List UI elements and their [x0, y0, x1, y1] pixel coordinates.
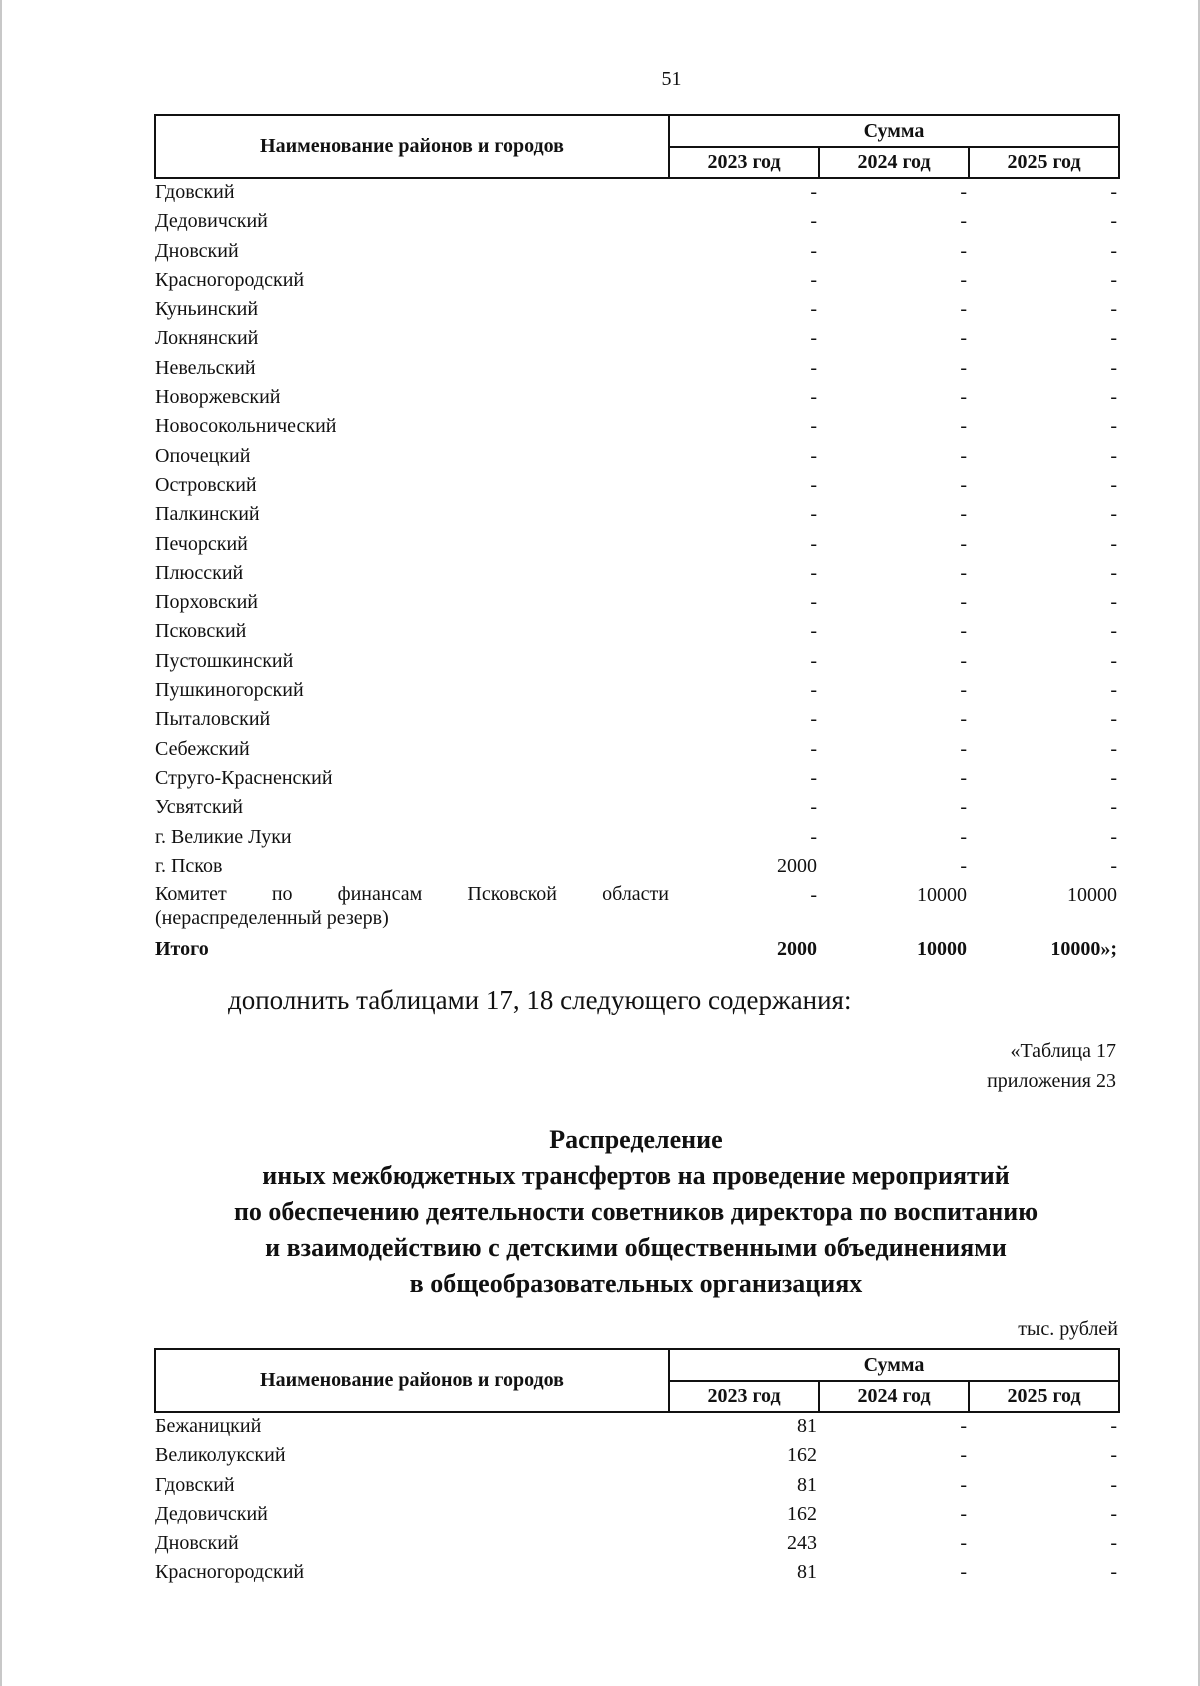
- value-cell-2023: 243: [787, 1532, 817, 1555]
- table-row: [155, 238, 1119, 267]
- table-row: [155, 1442, 1119, 1471]
- value-cell-2024: 10000: [917, 884, 967, 907]
- district-name-cell: Красногородский: [155, 1561, 305, 1584]
- value-cell-2023: -: [810, 444, 817, 467]
- district-name-cell: Струго-Красненский: [155, 766, 333, 789]
- district-name-cell: Комитет по финансам Псковской области (нераспределенный резерв): [155, 883, 669, 930]
- district-table-b: [154, 1348, 1120, 1589]
- table-row: [155, 355, 1119, 384]
- value-cell-2023: -: [810, 415, 817, 438]
- value-cell-2023: -: [810, 766, 817, 789]
- value-cell-2025: -: [1110, 181, 1118, 203]
- name-column-header: Наименование районов и городов: [155, 115, 669, 178]
- table-row: [155, 560, 1119, 589]
- district-name-cell: Гдовский: [155, 1473, 235, 1496]
- value-cell-2024: -: [960, 268, 967, 291]
- value-cell-2024: -: [960, 825, 967, 848]
- district-name-cell: Локнянский: [155, 327, 259, 350]
- value-cell-2025: -: [1110, 473, 1118, 496]
- value-cell-2025: 10000»;: [1050, 938, 1118, 961]
- table-row: [155, 325, 1119, 354]
- value-cell-2025: -: [1110, 1473, 1118, 1496]
- table-row: [155, 267, 1119, 296]
- value-cell-2024: -: [960, 561, 967, 584]
- district-name-cell: Невельский: [155, 356, 256, 379]
- intro-text: дополнить таблицами 17, 18 следующего содержания:: [228, 985, 852, 1015]
- table-row: [155, 413, 1119, 442]
- district-name-cell: Усвятский: [155, 796, 243, 819]
- table-row: [155, 765, 1119, 794]
- district-name-cell: Опочецкий: [155, 444, 251, 467]
- district-name-cell: Дедовичский: [155, 1502, 268, 1525]
- value-cell-2025: -: [1110, 708, 1118, 731]
- value-cell-2024: -: [960, 239, 967, 262]
- table-row: [155, 618, 1119, 647]
- value-cell-2025: -: [1110, 591, 1118, 614]
- table-row: [155, 1559, 1119, 1588]
- value-cell-2024: -: [960, 1561, 967, 1584]
- value-cell-2023: -: [810, 327, 817, 350]
- table-row: [155, 706, 1119, 735]
- value-cell-2024: -: [960, 415, 967, 438]
- value-cell-2024: -: [960, 1415, 967, 1437]
- value-cell-2024: -: [960, 1473, 967, 1496]
- unit-label: тыс. рублей: [1018, 1318, 1118, 1340]
- district-name-cell: Порховский: [155, 591, 259, 614]
- value-cell-2023: -: [810, 591, 817, 614]
- table-b-body: [155, 1412, 1119, 1589]
- value-cell-2025: -: [1110, 415, 1118, 438]
- district-name-cell: Островский: [155, 473, 257, 496]
- table-row: [155, 824, 1119, 853]
- district-name-cell: Куньинский: [155, 298, 259, 321]
- value-cell-2025: -: [1110, 825, 1118, 848]
- value-cell-2025: -: [1110, 268, 1118, 291]
- year-header-2024: 2024 год: [819, 1381, 969, 1412]
- table-row: [155, 1501, 1119, 1530]
- year-header-2024: 2024 год: [819, 147, 969, 178]
- value-cell-2023: -: [810, 679, 817, 702]
- value-cell-2025: -: [1110, 766, 1118, 789]
- value-cell-2025: -: [1110, 386, 1118, 409]
- table-row: [155, 1472, 1119, 1501]
- value-cell-2023: -: [810, 796, 817, 819]
- value-cell-2025: -: [1110, 532, 1118, 555]
- value-cell-2023: -: [810, 620, 817, 643]
- value-cell-2025: -: [1110, 620, 1118, 643]
- table-row: [155, 531, 1119, 560]
- value-cell-2023: -: [810, 649, 817, 672]
- district-name-cell: Великолукский: [155, 1444, 286, 1467]
- value-cell-2023: -: [810, 386, 817, 409]
- table-row: [155, 178, 1119, 208]
- value-cell-2024: -: [960, 356, 967, 379]
- value-cell-2023: 81: [797, 1415, 817, 1437]
- value-cell-2025: -: [1110, 649, 1118, 672]
- year-header-2023: 2023 год: [669, 1381, 819, 1412]
- page-number: 51: [661, 68, 682, 90]
- value-cell-2025: -: [1110, 854, 1118, 877]
- value-cell-2023: -: [810, 825, 817, 848]
- value-cell-2023: -: [810, 473, 817, 496]
- value-cell-2024: -: [960, 327, 967, 350]
- district-name-cell: Пушкиногорский: [155, 679, 304, 702]
- table-row: [155, 208, 1119, 237]
- value-cell-2025: -: [1110, 356, 1118, 379]
- table-row: [155, 501, 1119, 530]
- value-cell-2024: -: [960, 503, 967, 526]
- value-cell-2023: 162: [787, 1502, 817, 1525]
- district-name-cell: Красногородский: [155, 268, 305, 291]
- table-row: [155, 882, 1119, 936]
- value-cell-2024: -: [960, 210, 967, 233]
- table-ref-line1: «Таблица 17: [1010, 1040, 1116, 1062]
- value-cell-2025: -: [1110, 1502, 1118, 1525]
- heading-line: и взаимодействию с детскими общественными объединениями: [265, 1233, 1007, 1262]
- district-name-cell: Новоржевский: [155, 386, 281, 409]
- value-cell-2023: -: [810, 356, 817, 379]
- district-name-cell: Палкинский: [155, 503, 260, 526]
- heading-line: Распределение: [549, 1125, 723, 1154]
- value-cell-2023: -: [810, 181, 817, 203]
- district-name-cell: Гдовский: [155, 181, 235, 203]
- value-cell-2024: -: [960, 620, 967, 643]
- district-name-cell: Дновский: [155, 1532, 239, 1555]
- district-name-cell: Дновский: [155, 239, 239, 262]
- value-cell-2023: 81: [797, 1473, 817, 1496]
- value-cell-2025: -: [1110, 503, 1118, 526]
- table-row: [155, 589, 1119, 618]
- value-cell-2024: -: [960, 737, 967, 760]
- table-row: [155, 677, 1119, 706]
- district-name-cell: Пыталовский: [155, 708, 271, 731]
- value-cell-2024: -: [960, 1502, 967, 1525]
- value-cell-2024: -: [960, 766, 967, 789]
- district-name-cell: Пустошкинский: [155, 649, 294, 672]
- heading-line: по обеспечению деятельности советников директора по воспитанию: [233, 1197, 1039, 1226]
- district-name-cell: Новосокольнический: [155, 415, 337, 438]
- table-row: [155, 1530, 1119, 1559]
- table-row: [155, 794, 1119, 823]
- name-column-header: Наименование районов и городов: [155, 1349, 669, 1412]
- value-cell-2025: -: [1110, 210, 1118, 233]
- value-cell-2023: -: [810, 210, 817, 233]
- value-cell-2023: -: [810, 532, 817, 555]
- value-cell-2025: 10000: [1067, 884, 1118, 907]
- value-cell-2025: -: [1110, 239, 1118, 262]
- value-cell-2023: -: [810, 239, 817, 262]
- table-row: [155, 853, 1119, 882]
- year-header-2025: 2025 год: [969, 147, 1119, 178]
- value-cell-2024: -: [960, 298, 967, 321]
- value-cell-2024: -: [960, 708, 967, 731]
- year-header-2025: 2025 год: [969, 1381, 1119, 1412]
- table-total-row: [155, 936, 1119, 965]
- value-cell-2023: -: [810, 884, 817, 907]
- heading-line: иных межбюджетных трансфертов на проведение мероприятий: [262, 1161, 1010, 1190]
- value-cell-2023: -: [810, 708, 817, 731]
- sum-header: Сумма: [669, 115, 1119, 147]
- value-cell-2025: -: [1110, 1415, 1118, 1437]
- value-cell-2025: -: [1110, 796, 1118, 819]
- value-cell-2024: -: [960, 386, 967, 409]
- value-cell-2023: -: [810, 561, 817, 584]
- value-cell-2025: -: [1110, 737, 1118, 760]
- table-row: [155, 648, 1119, 677]
- district-name-cell: г. Великие Луки: [155, 825, 292, 848]
- table-row: [155, 296, 1119, 325]
- value-cell-2024: -: [960, 796, 967, 819]
- sum-header: Сумма: [669, 1349, 1119, 1381]
- value-cell-2024: -: [960, 532, 967, 555]
- year-header-2023: 2023 год: [669, 147, 819, 178]
- value-cell-2025: -: [1110, 561, 1118, 584]
- section-heading: [154, 1122, 1118, 1302]
- district-name-cell: Себежский: [155, 737, 250, 760]
- district-name-cell: Бежаницкий: [155, 1415, 262, 1437]
- table-row: [155, 443, 1119, 472]
- value-cell-2023: 2000: [777, 938, 817, 961]
- value-cell-2025: -: [1110, 327, 1118, 350]
- table-row: [155, 472, 1119, 501]
- value-cell-2025: -: [1110, 444, 1118, 467]
- value-cell-2023: 2000: [777, 854, 817, 877]
- value-cell-2024: -: [960, 1444, 967, 1467]
- value-cell-2025: -: [1110, 1561, 1118, 1584]
- district-name-cell: Дедовичский: [155, 210, 268, 233]
- district-name-cell: Плюсский: [155, 561, 244, 584]
- value-cell-2023: 81: [797, 1561, 817, 1584]
- value-cell-2023: -: [810, 737, 817, 760]
- value-cell-2023: -: [810, 503, 817, 526]
- value-cell-2024: -: [960, 679, 967, 702]
- table-ref-line2: приложения 23: [987, 1070, 1116, 1092]
- heading-line: в общеобразовательных организациях: [409, 1269, 863, 1298]
- value-cell-2025: -: [1110, 1532, 1118, 1555]
- scan-left-edge: [0, 0, 2, 1686]
- district-name-cell: Итого: [155, 938, 209, 961]
- value-cell-2024: -: [960, 444, 967, 467]
- value-cell-2025: -: [1110, 679, 1118, 702]
- value-cell-2024: -: [960, 473, 967, 496]
- value-cell-2023: -: [810, 268, 817, 291]
- district-name-cell: Псковский: [155, 620, 247, 643]
- value-cell-2024: -: [960, 854, 967, 877]
- value-cell-2024: -: [960, 181, 967, 203]
- value-cell-2023: -: [810, 298, 817, 321]
- table-row: [155, 384, 1119, 413]
- value-cell-2024: -: [960, 591, 967, 614]
- district-name-cell: Печорский: [155, 532, 248, 555]
- value-cell-2023: 162: [787, 1444, 817, 1467]
- table-row: [155, 1412, 1119, 1442]
- value-cell-2025: -: [1110, 1444, 1118, 1467]
- table-row: [155, 736, 1119, 765]
- value-cell-2025: -: [1110, 298, 1118, 321]
- table-a-body: [155, 178, 1119, 965]
- district-table-a: [154, 114, 1120, 965]
- value-cell-2024: -: [960, 649, 967, 672]
- district-name-cell: г. Псков: [155, 854, 223, 877]
- value-cell-2024: 10000: [917, 938, 967, 961]
- value-cell-2024: -: [960, 1532, 967, 1555]
